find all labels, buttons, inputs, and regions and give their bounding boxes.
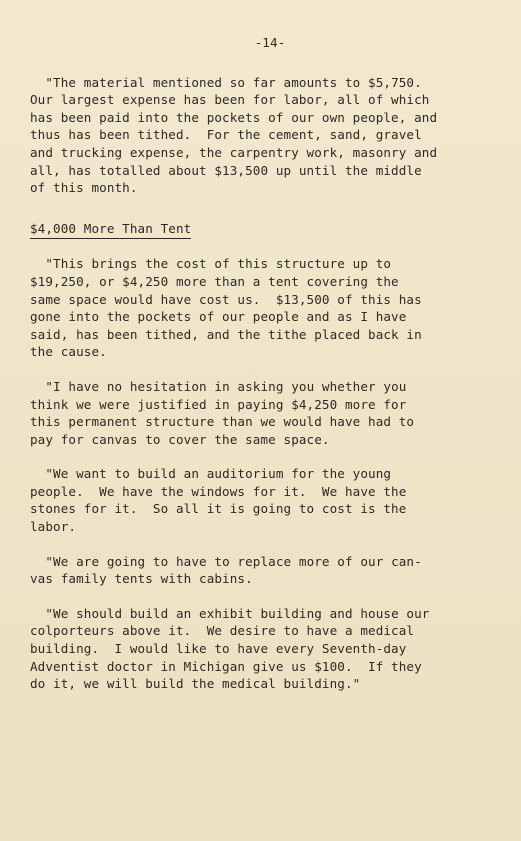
paragraph-justification: "I have no hesitation in asking you whether you think we were justified in paying $4,250 more for this permanent structure than we would have had to pay for canvas to cover the same space. [30, 378, 415, 447]
section-heading-wrapper [30, 214, 492, 256]
section-heading: $4,000 More Than Tent [30, 220, 191, 240]
paragraph-cabins: "We are going to have to replace more of our can- vas family tents with cabins. [30, 553, 422, 587]
paragraph-auditorium: "We want to build an auditorium for the young people. We have the windows for it. We have the stones for it. So all it is going to cost is the labor. [30, 466, 407, 535]
page-number: -14- [254, 35, 286, 50]
paragraph-exhibit-building: "We should build an exhibit building and house our colporteurs above it. We desire to have a medical building. I would like to have every Seventh-day Adventist doctor in Michigan give us $100. If they do it, we will build the medical building." [30, 605, 430, 692]
paragraph-material-cost: "The material mentioned so far amounts to $5,750. Our largest expense has been for labor, all of which has been paid into the pockets of our own people, and thus has been tithed. For the cement, sand, gravel and trucking expense, the carpentry work, masonry and all, has totalled about $13,500 up until the middle of this month. [30, 74, 438, 196]
document-body [30, 34, 492, 710]
paragraph-structure-cost: "This brings the cost of this structure up to $19,250, or $4,250 more than a tent covering the same space would have cost us. $13,500 of this has gone into the pockets of our people and as I have said, has been tithed, and the tithe placed back in the cause. [30, 256, 422, 360]
